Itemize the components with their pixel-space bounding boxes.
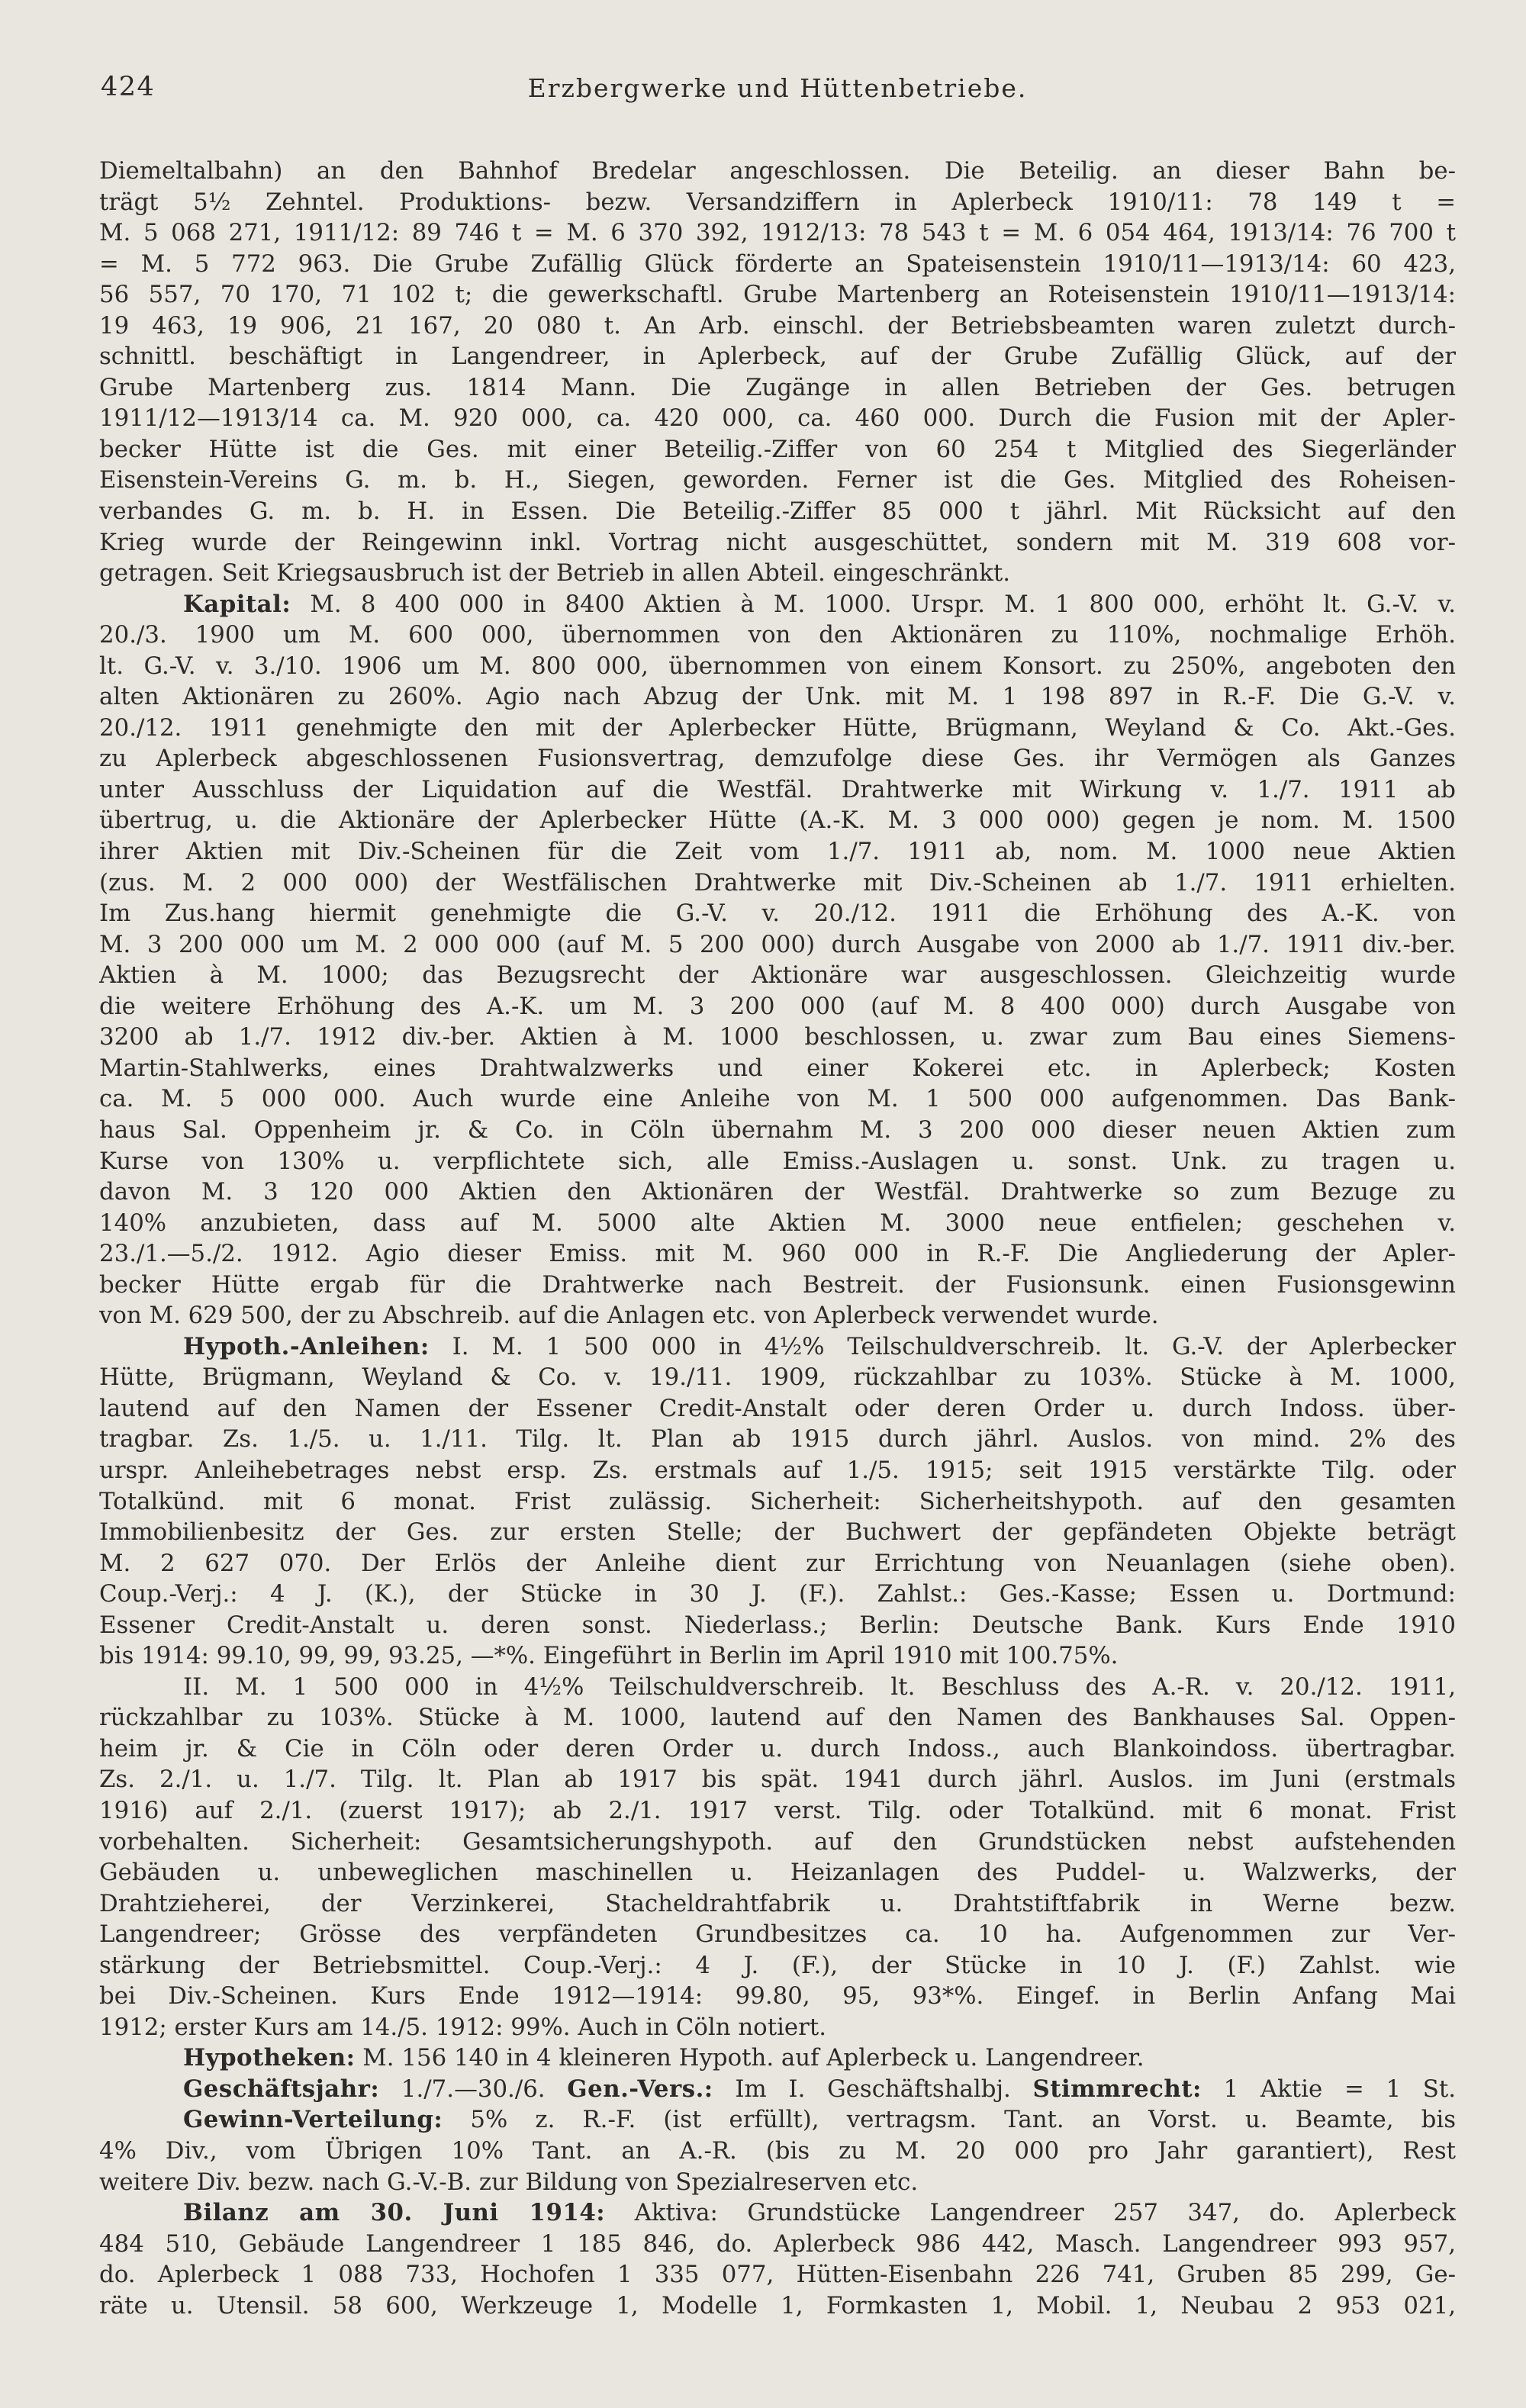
text-line [99,465,1456,496]
text-line [99,2012,1456,2043]
line-text: 19 463, 19 906, 21 167, 20 080 t. An Arb. einschl. der Betriebsbeamten waren zuletzt durch- [99,311,1456,340]
line-text: Aktiva: Grundstücke Langendreer 257 347, do. Aplerbeck [605,2199,1456,2227]
text-line [99,929,1456,961]
line-text: Drahtzieherei, der Verzinkerei, Stacheldrahtfabrik u. Drahtstiftfabrik in Werne bezw. [99,1889,1456,1917]
page-header [99,64,1456,118]
line-text: M. 8 400 000 in 8400 Aktien à M. 1000. Urspr. M. 1 800 000, erhöht lt. G.-V. v. [291,590,1456,618]
line-text: M. 156 140 in 4 kleineren Hypoth. auf Aplerbeck u. Langendreer. [355,2044,1144,2072]
line-text: zu Aplerbeck abgeschlossenen Fusionsvertrag, demzufolge diese Ges. ihr Vermögen als Ganzes [99,745,1456,773]
section-keyword: Gen.-Vers.: [567,2075,713,2103]
line-text: davon M. 3 120 000 Aktien den Aktionären der Westfäl. Drahtwerke so zum Bezuge zu [99,1178,1456,1206]
text-line [99,1857,1456,1888]
text-line [99,1610,1456,1641]
text-line [99,558,1456,589]
text-line [99,1950,1456,1981]
text-line [99,1640,1456,1672]
text-line [99,2259,1456,2290]
text-line [99,713,1456,744]
line-text: 20./3. 1900 um M. 600 000, übernommen von den Aktionären zu 110%, nochmalige Erhöh. [99,621,1456,649]
text-line [99,2290,1456,2322]
line-text: schnittl. beschäftigt in Langendreer, in Aplerbeck, auf der Grube Zufällig Glück, auf der [99,343,1456,371]
section-keyword: Kapital: [183,590,291,618]
line-text: trägt 5½ Zehntel. Produktions- bezw. Versandziffern in Aplerbeck 1910/11: 78 149 t = [99,188,1456,216]
text-line [99,1455,1456,1486]
line-text: ihrer Aktien mit Div.-Scheinen für die Zeit vom 1./7. 1911 ab, nom. M. 1000 neue Aktien [99,838,1456,866]
text-line [99,2167,1456,2198]
line-text: 1 Aktie = 1 St. [1201,2075,1456,2103]
line-text: I. M. 1 500 000 in 4½% Teilschuldverschreib. lt. G.-V. der Aplerbecker [429,1332,1456,1360]
text-line [99,187,1456,218]
text-line [99,1208,1456,1239]
line-text: (zus. M. 2 000 000) der Westfälischen Drahtwerke mit Div.-Scheinen ab 1./7. 1911 erhielten. [99,868,1456,897]
line-text: M. 3 200 000 um M. 2 000 000 (auf M. 5 200 000) durch Ausgabe von 2000 ab 1./7. 1911 div.-ber. [99,930,1456,958]
body-text [99,156,1456,2321]
page-number: 424 [101,72,156,102]
text-line [99,1702,1456,1734]
line-text: Immobilienbesitz der Ges. zur ersten Stelle; der Buchwert der gepfändeten Objekte beträgt [99,1518,1456,1547]
text-line [99,1331,1456,1363]
text-line [99,217,1456,249]
text-line [99,651,1456,682]
line-text: Langendreer; Grösse des verpfändeten Grundbesitzes ca. 10 ha. Aufgenommen zur Ver- [99,1920,1456,1949]
text-line [99,589,1456,620]
line-text: rückzahlbar zu 103%. Stücke à M. 1000, lautend auf den Namen des Bankhauses Sal. Oppen- [99,1704,1456,1732]
line-text: Eisenstein-Vereins G. m. b. H., Siegen, geworden. Ferner ist die Ges. Mitglied des Roheisen- [99,466,1456,494]
line-text: 5% z. R.-F. (ist erfüllt), vertragsm. Tant. an Vorst. u. Beamte, bis [443,2106,1456,2134]
line-text: weitere Div. bezw. nach G.-V.-B. zur Bildung von Spezialreserven etc. [99,2168,919,2196]
text-line [99,960,1456,991]
text-line [99,1517,1456,1548]
line-text: 23./1.—5./2. 1912. Agio dieser Emiss. mit M. 960 000 in R.-F. Die Angliederung der Apler- [99,1240,1456,1268]
text-line [99,372,1456,404]
line-text: ca. M. 5 000 000. Auch wurde eine Anleihe von M. 1 500 000 aufgenommen. Das Bank- [99,1085,1456,1113]
line-text: alten Aktionären zu 260%. Agio nach Abzug der Unk. mit M. 1 198 897 in R.-F. Die G.-V. v. [99,683,1456,711]
line-text: 484 510, Gebäude Langendreer 1 185 846, do. Aplerbeck 986 442, Masch. Langendreer 993 957, [99,2229,1456,2258]
line-text: 3200 ab 1./7. 1912 div.-ber. Aktien à M. 1000 beschlossen, u. zwar zum Bau eines Siemens- [99,1023,1456,1051]
text-line [99,311,1456,342]
text-line [99,1919,1456,1950]
section-keyword: Hypoth.-Anleihen: [183,1332,430,1360]
text-line [99,1764,1456,1795]
text-line [99,681,1456,713]
text-line [99,1393,1456,1425]
line-text: Grube Martenberg zus. 1814 Mann. Die Zugänge in allen Betrieben der Ges. betrugen [99,373,1456,401]
section-keyword: Geschäftsjahr: [183,2075,380,2103]
text-line [99,868,1456,899]
line-text: Krieg wurde der Reingewinn inkl. Vortrag nicht ausgeschüttet, sondern mit M. 319 608 vor- [99,528,1456,556]
line-text: 1916) auf 2./1. (zuerst 1917); ab 2./1. 1917 verst. Tilg. oder Totalkünd. mit 6 monat. Frist [99,1796,1456,1824]
line-text: tragbar. Zs. 1./5. u. 1./11. Tilg. lt. Plan ab 1915 durch jährl. Auslos. von mind. 2% des [99,1425,1456,1453]
section-keyword: Gewinn-Verteilung: [183,2106,443,2134]
line-text: bis 1914: 99.10, 99, 99, 93.25, —*%. Eingeführt in Berlin im April 1910 mit 100.75%. [99,1642,1119,1670]
text-line [99,1083,1456,1115]
line-text: lt. G.-V. v. 3./10. 1906 um M. 800 000, übernommen von einem Konsort. zu 250%, angeboten den [99,652,1456,680]
line-text: Kurse von 130% u. verpflichtete sich, alle Emiss.-Auslagen u. sonst. Unk. zu tragen u. [99,1147,1456,1175]
text-line [99,1795,1456,1827]
text-line [99,1579,1456,1610]
text-line [99,2104,1456,2136]
line-text: M. 5 068 271, 1911/12: 89 746 t = M. 6 370 392, 1912/13: 78 543 t = M. 6 054 464, 1913/14: 76 700 t [99,219,1456,247]
text-line [99,341,1456,372]
text-line [99,1177,1456,1208]
line-text: haus Sal. Oppenheim jr. & Co. in Cöln übernahm M. 3 200 000 dieser neuen Aktien zum [99,1115,1456,1144]
line-text: 140% anzubieten, dass auf M. 5000 alte Aktien M. 3000 neue entfielen; geschehen v. [99,1209,1456,1237]
line-text: heim jr. & Cie in Cöln oder deren Order u. durch Indoss., auch Blankoindoss. übertragbar. [99,1734,1456,1763]
line-text: = M. 5 772 963. Die Grube Zufällig Glück förderte an Spateisenstein 1910/11—1913/14: 60 423, [99,249,1456,278]
text-line [99,527,1456,559]
section-keyword: Bilanz am 30. Juni 1914: [183,2199,606,2227]
line-text: Coup.-Verj.: 4 J. (K.), der Stücke in 30 J. (F.). Zahlst.: Ges.-Kasse; Essen u. Dortmund: [99,1580,1456,1608]
text-line [99,774,1456,806]
line-text: 1912; erster Kurs am 14./5. 1912: 99%. Auch in Cöln notiert. [99,2013,827,2041]
text-line [99,1827,1456,1858]
text-line [99,1672,1456,1703]
text-line [99,1115,1456,1146]
text-line [99,991,1456,1022]
line-text: vorbehalten. Sicherheit: Gesamtsicherungshypoth. auf den Grundstücken nebst aufstehenden [99,1827,1456,1856]
line-text: Im I. Geschäftshalbj. [713,2075,1033,2103]
text-line [99,743,1456,774]
text-line [99,156,1456,187]
text-line [99,2136,1456,2167]
line-text: lautend auf den Namen der Essener Credit-Anstalt oder deren Order u. durch Indoss. über- [99,1394,1456,1422]
line-text: von M. 629 500, der zu Abschreib. auf die Anlagen etc. von Aplerbeck verwendet wurde. [99,1302,1159,1330]
line-text: bei Div.-Scheinen. Kurs Ende 1912—1914: 99.80, 95, 93*%. Eingef. in Berlin Anfang Mai [99,1982,1456,2010]
line-text: becker Hütte ist die Ges. mit einer Beteilig.-Ziffer von 60 254 t Mitglied des Siegerländer [99,435,1456,463]
text-line [99,2197,1456,2229]
text-line [99,1053,1456,1084]
text-line [99,279,1456,311]
text-line [99,836,1456,868]
text-line [99,1362,1456,1393]
text-line [99,1888,1456,1920]
line-text: 4% Div., vom Übrigen 10% Tant. an A.-R. (bis zu M. 20 000 pro Jahr garantiert), Rest [99,2137,1456,2165]
text-line [99,1981,1456,2012]
text-line [99,1734,1456,1765]
line-text: 20./12. 1911 genehmigte den mit der Aplerbecker Hütte, Brügmann, Weyland & Co. Akt.-Ges. [99,713,1456,742]
line-text: Essener Credit-Anstalt u. deren sonst. Niederlass.; Berlin: Deutsche Bank. Kurs Ende 1910 [99,1611,1456,1639]
line-text: Zs. 2./1. u. 1./7. Tilg. lt. Plan ab 1917 bis spät. 1941 durch jährl. Auslos. im Juni (erstmals [99,1766,1456,1794]
text-line [99,1424,1456,1455]
line-text: Gebäuden u. unbeweglichen maschinellen u. Heizanlagen des Puddel- u. Walzwerks, der [99,1859,1456,1887]
line-text: unter Ausschluss der Liquidation auf die Westfäl. Drahtwerke mit Wirkung v. 1./7. 1911 ab [99,775,1456,803]
line-text: 1911/12—1913/14 ca. M. 920 000, ca. 420 000, ca. 460 000. Durch die Fusion mit der Apler- [99,404,1456,433]
line-text: stärkung der Betriebsmittel. Coup.-Verj.: 4 J. (F.), der Stücke in 10 J. (F.) Zahlst. wie [99,1951,1456,1979]
text-line [99,2229,1456,2260]
section-keyword: Stimmrecht: [1032,2075,1202,2103]
running-title: Erzbergwerke und Hüttenbetriebe. [527,73,1028,103]
line-text: II. M. 1 500 000 in 4½% Teilschuldverschreib. lt. Beschluss des A.-R. v. 20./12. 1911, [183,1672,1456,1701]
text-line [99,1022,1456,1053]
text-line [99,249,1456,280]
line-text: 1./7.—30./6. [379,2075,568,2103]
text-line [99,1238,1456,1270]
line-text: Hütte, Brügmann, Weyland & Co. v. 19./11. 1909, rückzahlbar zu 103%. Stücke à M. 1000, [99,1363,1456,1392]
line-text: räte u. Utensil. 58 600, Werkzeuge 1, Modelle 1, Formkasten 1, Mobil. 1, Neubau 2 953 021, [99,2291,1456,2319]
line-text: 56 557, 70 170, 71 102 t; die gewerkschaftl. Grube Martenberg an Roteisenstein 1910/11—1913/14: [99,281,1456,309]
text-line [99,1146,1456,1177]
line-text: Aktien à M. 1000; das Bezugsrecht der Aktionäre war ausgeschlossen. Gleichzeitig wurde [99,961,1456,990]
text-line [99,1548,1456,1579]
text-line [99,1486,1456,1518]
text-line [99,403,1456,434]
line-text: do. Aplerbeck 1 088 733, Hochofen 1 335 077, Hütten-Eisenbahn 226 741, Gruben 85 299, Ge- [99,2261,1456,2289]
text-line [99,434,1456,465]
line-text: Diemeltalbahn) an den Bahnhof Bredelar angeschlossen. Die Beteilig. an dieser Bahn be- [99,157,1456,185]
text-line [99,2074,1456,2105]
text-line [99,496,1456,527]
text-line [99,2043,1456,2074]
line-text: becker Hütte ergab für die Drahtwerke nach Bestreit. der Fusionsunk. einen Fusionsgewinn [99,1270,1456,1299]
line-text: M. 2 627 070. Der Erlös der Anleihe dient zur Errichtung von Neuanlagen (siehe oben). [99,1549,1456,1577]
line-text: übertrug, u. die Aktionäre der Aplerbecker Hütte (A.-K. M. 3 000 000) gegen je nom. M. 1500 [99,806,1456,835]
section-keyword: Hypotheken: [183,2044,356,2072]
text-line [99,898,1456,929]
text-line [99,1300,1456,1331]
text-line [99,620,1456,651]
line-text: Totalkünd. mit 6 monat. Frist zulässig. Sicherheit: Sicherheitshypoth. auf den gesamten [99,1487,1456,1515]
line-text: urspr. Anleihebetrages nebst ersp. Zs. erstmals auf 1./5. 1915; seit 1915 verstärkte Tilg. oder [99,1456,1456,1484]
line-text: Martin-Stahlwerks, eines Drahtwalzwerks und einer Kokerei etc. in Aplerbeck; Kosten [99,1054,1456,1082]
text-line [99,1270,1456,1301]
line-text: die weitere Erhöhung des A.-K. um M. 3 200 000 (auf M. 8 400 000) durch Ausgabe von [99,992,1456,1020]
line-text: verbandes G. m. b. H. in Essen. Die Beteilig.-Ziffer 85 000 t jährl. Mit Rücksicht auf den [99,497,1456,526]
line-text: getragen. Seit Kriegsausbruch ist der Betrieb in allen Abteil. eingeschränkt. [99,559,1011,588]
text-line [99,805,1456,836]
line-text: Im Zus.hang hiermit genehmigte die G.-V. v. 20./12. 1911 die Erhöhung des A.-K. von [99,900,1456,928]
